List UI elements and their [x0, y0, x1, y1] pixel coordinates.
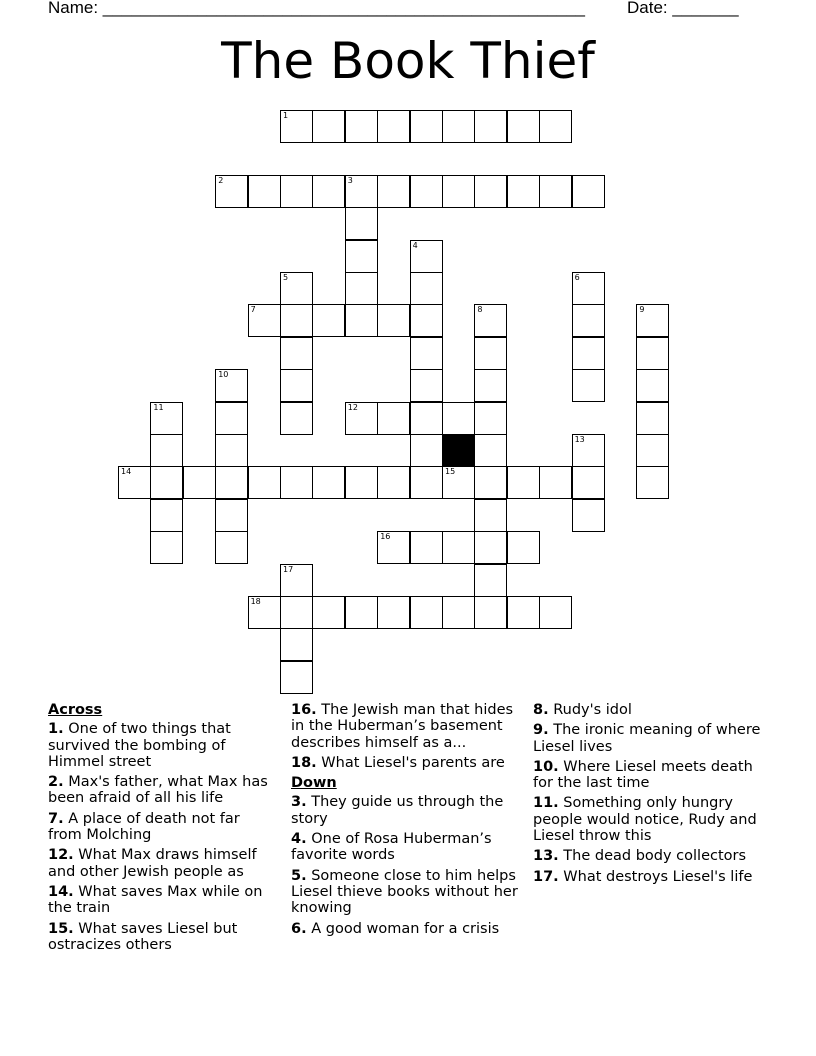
clue-across-18: 18. What Liesel's parents are	[291, 754, 505, 771]
grid-cell[interactable]	[474, 175, 507, 208]
grid-cell[interactable]	[280, 466, 313, 499]
grid-cell[interactable]	[507, 466, 540, 499]
grid-cell-number: 12	[347, 402, 358, 412]
grid-cell[interactable]	[215, 434, 248, 467]
clue-down-3: 3. They guide us through the story	[291, 794, 504, 827]
grid-cell[interactable]	[280, 628, 313, 661]
clue-across-1: 1. One of two things that survived the bombing of Himmel street	[48, 721, 231, 770]
clue-down-17: 17. What destroys Liesel's life	[533, 868, 753, 885]
grid-cell[interactable]	[345, 240, 378, 273]
clue-down-8: 8. Rudy's idol	[533, 702, 632, 718]
grid-cell-number: 9	[639, 305, 645, 315]
grid-cell[interactable]	[377, 466, 410, 499]
grid-cell[interactable]	[377, 304, 410, 337]
grid-cell[interactable]	[572, 337, 605, 370]
grid-cell-number: 14	[121, 467, 132, 477]
grid-cell[interactable]	[280, 175, 313, 208]
grid-cell[interactable]	[377, 531, 410, 564]
grid-cell[interactable]	[215, 531, 248, 564]
grid-cell-number: 7	[250, 305, 256, 315]
grid-cell[interactable]	[442, 175, 475, 208]
grid-cell[interactable]	[215, 402, 248, 435]
grid-cell[interactable]	[215, 175, 248, 208]
grid-cell[interactable]	[636, 402, 669, 435]
grid-cell[interactable]	[345, 207, 378, 240]
page-title: The Book Thief	[221, 32, 595, 90]
grid-cell[interactable]	[280, 110, 313, 143]
grid-cell[interactable]	[410, 402, 443, 435]
date-field-label: Date: _______	[627, 0, 739, 17]
grid-cell[interactable]	[507, 175, 540, 208]
grid-cell[interactable]	[572, 369, 605, 402]
grid-cell[interactable]	[248, 466, 281, 499]
clue-across-15: 15. What saves Liesel but ostracizes others	[48, 920, 238, 953]
grid-cell[interactable]	[280, 272, 313, 305]
grid-cell[interactable]	[539, 110, 572, 143]
grid-cell[interactable]	[345, 175, 378, 208]
grid-cell[interactable]	[150, 434, 183, 467]
clues-column-1	[48, 702, 273, 957]
grid-cell[interactable]	[442, 596, 475, 629]
grid-cell[interactable]	[280, 596, 313, 629]
grid-cell[interactable]	[215, 499, 248, 532]
grid-cell[interactable]	[150, 402, 183, 435]
grid-cell[interactable]	[377, 175, 410, 208]
clue-down-11: 11. Something only hungry people would notice, Rudy and Liesel throw this	[533, 795, 757, 845]
grid-cell-number: 6	[574, 273, 580, 282]
grid-cell[interactable]	[312, 175, 345, 208]
grid-cell[interactable]	[507, 596, 540, 629]
clue-across-7: 7. A place of death not far from Molching	[48, 810, 240, 844]
grid-cell[interactable]	[345, 402, 378, 435]
clue-across-16: 16. The Jewish man that hides in the Huberman’s basement describes himself as a...	[291, 702, 514, 751]
grid-cell[interactable]	[345, 596, 378, 629]
grid-cell[interactable]	[572, 175, 605, 208]
grid-cell[interactable]	[442, 110, 475, 143]
grid-cell[interactable]	[539, 596, 572, 629]
grid-cell[interactable]	[150, 531, 183, 564]
grid-cell[interactable]	[150, 466, 183, 499]
grid-cell[interactable]	[474, 369, 507, 402]
grid-cell-number: 16	[380, 532, 391, 542]
grid-cell[interactable]	[312, 596, 345, 629]
grid-cell[interactable]	[410, 596, 443, 629]
grid-cell[interactable]	[118, 466, 151, 499]
grid-cell[interactable]	[280, 304, 313, 337]
clue-down-9: 9. The ironic meaning of where Liesel lives	[533, 722, 761, 755]
grid-cell[interactable]	[474, 466, 507, 499]
grid-cell-number: 8	[477, 305, 483, 315]
grid-cell[interactable]	[410, 531, 443, 564]
grid-cell[interactable]	[345, 466, 378, 499]
grid-cell[interactable]	[474, 402, 507, 435]
grid-cell[interactable]	[248, 596, 281, 629]
clues-column-2	[291, 702, 521, 941]
grid-cell[interactable]	[507, 531, 540, 564]
grid-cell[interactable]	[248, 175, 281, 208]
grid-cell[interactable]	[474, 564, 507, 597]
grid-cell[interactable]	[636, 304, 669, 337]
grid-cell[interactable]	[474, 110, 507, 143]
grid-cell[interactable]	[636, 434, 669, 467]
grid-cell[interactable]	[442, 531, 475, 564]
grid-cell-number: 17	[283, 564, 294, 574]
grid-cell[interactable]	[410, 175, 443, 208]
grid-cell[interactable]	[345, 304, 378, 337]
grid-cell[interactable]	[636, 369, 669, 402]
grid-cell-number: 15	[445, 467, 456, 477]
grid-cell[interactable]	[215, 466, 248, 499]
grid-cell[interactable]	[442, 466, 475, 499]
grid-cell[interactable]	[474, 596, 507, 629]
grid-cell[interactable]	[474, 337, 507, 370]
grid-cell[interactable]	[280, 402, 313, 435]
grid-cell-number: 1	[283, 111, 289, 120]
grid-cell[interactable]	[312, 466, 345, 499]
name-field-label: Name: ___________________________________________________	[48, 0, 585, 17]
clue-down-6: 6. A good woman for a crisis	[291, 920, 500, 937]
grid-cell[interactable]	[312, 110, 345, 143]
grid-cell[interactable]	[280, 564, 313, 597]
grid-cell[interactable]	[572, 304, 605, 337]
grid-cell[interactable]	[280, 337, 313, 370]
clue-down-5: 5. Someone close to him helps Liesel thieve books without her knowing	[291, 867, 518, 917]
clue-down-13: 13. The dead body collectors	[533, 848, 747, 865]
grid-cell-number: 5	[283, 273, 289, 282]
grid-cell[interactable]	[183, 466, 216, 499]
grid-cell[interactable]	[345, 272, 378, 305]
grid-cell[interactable]	[572, 434, 605, 467]
grid-cell[interactable]	[636, 337, 669, 370]
grid-cell[interactable]	[280, 661, 313, 694]
grid-cell-number: 13	[574, 435, 585, 444]
clue-across-14: 14. What saves Max while on the train	[48, 883, 263, 917]
grid-cell[interactable]	[150, 499, 183, 532]
clue-down-4: 4. One of Rosa Huberman’s favorite words	[291, 831, 492, 864]
grid-cell[interactable]	[572, 466, 605, 499]
grid-cell[interactable]	[410, 369, 443, 402]
grid-cell[interactable]	[312, 304, 345, 337]
grid-cell[interactable]	[377, 110, 410, 143]
grid-cell[interactable]	[474, 434, 507, 467]
grid-cell[interactable]	[410, 110, 443, 143]
across-heading: Across	[48, 702, 103, 718]
clue-down-10: 10. Where Liesel meets death for the last time	[533, 758, 753, 792]
grid-cell[interactable]	[474, 499, 507, 532]
grid-cell-number: 18	[250, 597, 261, 606]
grid-cell[interactable]	[280, 369, 313, 402]
down-heading: Down	[291, 775, 337, 792]
grid-cell[interactable]	[572, 499, 605, 532]
grid-cell[interactable]	[572, 272, 605, 305]
grid-cell[interactable]	[248, 304, 281, 337]
grid-cell[interactable]	[345, 110, 378, 143]
grid-cell[interactable]	[410, 434, 443, 467]
grid-cell-number: 2	[218, 175, 224, 185]
grid-cell[interactable]	[636, 466, 669, 499]
grid-cell[interactable]	[410, 272, 443, 305]
grid-cell[interactable]	[507, 110, 540, 143]
grid-cell[interactable]	[410, 337, 443, 370]
clue-across-12: 12. What Max draws himself and other Jewish people as	[48, 847, 257, 880]
grid-cell[interactable]	[410, 240, 443, 273]
clues-column-3	[533, 702, 768, 889]
grid-cell[interactable]	[539, 175, 572, 208]
clue-across-2: 2. Max's father, what Max has been afraid of all his life	[48, 774, 268, 807]
grid-cell-blocked	[442, 434, 475, 467]
grid-cell[interactable]	[442, 402, 475, 435]
grid-cell[interactable]	[377, 402, 410, 435]
grid-cell[interactable]	[377, 596, 410, 629]
grid-cell[interactable]	[474, 531, 507, 564]
grid-cell-number: 3	[347, 175, 353, 185]
grid-cell[interactable]	[215, 369, 248, 402]
grid-cell-number: 4	[412, 240, 418, 250]
grid-cell[interactable]	[539, 466, 572, 499]
grid-cell-number: 11	[153, 402, 164, 412]
grid-cell[interactable]	[474, 304, 507, 337]
grid-cell[interactable]	[410, 466, 443, 499]
grid-cell[interactable]	[410, 304, 443, 337]
grid-cell-number: 10	[218, 370, 229, 380]
